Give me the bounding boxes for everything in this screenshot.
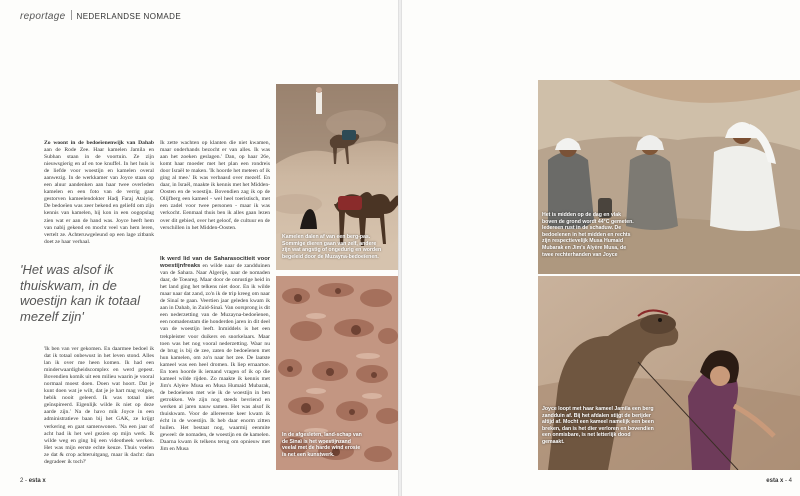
- right-footer: esta x - 4: [766, 478, 792, 484]
- photo-bedouins-resting: [538, 80, 800, 274]
- article-column-1: [44, 140, 154, 246]
- photo-caption-caravan: Kamelen dalen af van een berg-pas. Sommige dieren gaan van zelf, andere zijn wat angstig of ongedurig en worden begeleid door de Muzayna-bedoeïenen.: [282, 234, 382, 260]
- photo-caption-joyce: Joyce loopt met haar kameel Jamila een berg zandduin af. Bij het afdalen stijgt de berijder altijd af. Mocht een kameel namelijk een been breken, dan is het dier verloren en bovendien een onmisbare, is net letterlijk dood gemaakt.: [542, 406, 654, 445]
- subsection-name: NEDERLANDSE NOMADE: [76, 12, 182, 21]
- article-subhead: Ik werd lid van de Saharasocitieit voor woestijnfreaks: [160, 256, 270, 270]
- article-col2b-text: en wilde naar de zandduinen van de Sahara. Naar Algerije, naar de nomaden daar, de Toeareg. Maar door de onrustige heid in het land ging het telkens niet door. En ik wilde maar naar dat zand, zo'n ik de trip kreeg om naar de Sinaï te gaan. Veertien jaar geleden kwam ik aan in Dahab, in Zuid-Sinaï. Van oorsprong is dit een nederzetting van de Muzayna-bedoeïenen, een nomadenstam die honderden jaren in dit deel van de woestijn leeft. Inmiddels is het een trekpleister voor duikers en snorkelaars. Maar toen was het nog vooral nederzetting. Waar nu de brug is bij de zee, zaten de bedoeïenen met hun kamelen, om zo'n naar het zee. De laatste kameel was een heel dromen. Ik liep ernaartoe. En toen hoorde ik iemand vragen of ik op die kameel wilde rijden. Zo maakte ik kennis met Jim's Alyère Musa en Musa Humaid Mubarak, de bedoeïenen met wie ik de woestijn in ben getrokken. We zijn nog steeds bevriend en werken al jaren nauw samen. Het was alsof ik thuiskwam. Voor de allereerste keer kwam ik écht in de woestijn. Ik heb daar enorm zitten huilen. Het bestaat nog, waarmij eenmite geweel: de nomaden, de woestijn en de kamelen. Daarna kwam ik telkens terug om opnieuw met Jim en Musa: [160, 263, 270, 453]
- left-page: [0, 0, 398, 496]
- article-col1b-text: 'Ik ben van ver gekomen. En daarmee bedoel ik dat ik totaal onbewust in het leven stond. Alles lan ik over me heen komen. Ik had een minderwaardigheidscomplex en werd gepest. Bovendien komik uit een milieu waarin je vooral normaal moest doen. Doen wat hoort. Dat je kunt doen wat je wilt, dat je je hart mag volgen, hebik nooit geleerd. Ik was totaal niet geïnspireerd. Eigenlijk wilde ik niet op deze aarde zijn.' Na de havo mik Joyce in een administratieve baan bij het GAK, ze krijgt verkering en gaat samenwonen. 'Na een jaar of acht had ik het wel gezien op mijn werk. Ik wilde weg en ging bij een videotheek werken. Het was mijn eerste echte keuze. Thuis voelen ze dat & crop achteruitgang, maar ik dacht: dan degradeer ik toch?': [44, 346, 154, 465]
- right-page: [402, 0, 800, 496]
- pull-quote: 'Het was alsof ik thuiskwam, in de woestijn kan ik totaal mezelf zijn': [20, 262, 140, 324]
- article-lead: Zo woont in de bedoeïenenwijk van Dahab: [44, 140, 154, 146]
- section-header: [20, 10, 181, 22]
- photo-caption-bedouins: Het is midden op de dag en vlak boven de grond wordt 44°C gemeten. Iedereen rust in de schaduw. De bedoeïenen in het midden en rechts zijn respectievelijk Musa Humaid Mubarak en Jim's Alyère Musa, de twee rechterhanden van Joyce: [542, 212, 634, 258]
- photo-eroded-rock: [276, 276, 398, 470]
- article-column-2: [160, 140, 270, 232]
- article-column-1b: [44, 346, 154, 466]
- right-magazine-name: esta x: [766, 478, 784, 484]
- article-col1-text: aan de Rode Zee. Haar kamelen Jamila en Subhan staan in de voortuin. Ze zijn nieuwsgierig en af en toe knuffel. In het huis is de liefde voor woestijn en kamelen overal aanwezig. In de werkkamer van Joyce staan op een aluur aandenken aan haar twee overleden kamelen en een foto van de verrig gaar gestorven kameelendokter Hadj Faraj Ataiyiq. De bedoeïen was zeer bekend en geliefd om zijn kennis van kamelen, hij kon in een oogopslag zien wat er aan de hand was. Joyce heeft hem van nabij gekend en mocht veel van hem leren, vertelt ze. Achteruwgeleund op een lage zitbank doet ze haar verhaal.: [44, 147, 154, 245]
- article-col2-text: Ik zette wachten op klanten die niet kwamen, maar onderhands bezocht er van alles. Ik was aan het zoeken geslagen.' Dan, op haar 26e, komt haar moeder met het plan een rondreis door Israël te maken. 'Ik hoorde het meteen of ik ging al mee.' Ik was verbaasd over mezelf. En daar, in Israël, maakte ik kennis met het Midden-Oosten en de woestijn. Bovendien zag ik op de Olijfberg een kameel - wel heel toeristisch, met een zadel voor twee personen - maar ik was verkocht. Eenmaal thuis ben ik alles gaan lezen over dit gebied, over het geloof, de cultuur en de verschillen in het Midden-Oosten.: [160, 140, 270, 231]
- left-magazine-name: esta x: [28, 478, 46, 484]
- header-separator: [71, 10, 72, 20]
- photo-camel-caravan: [276, 84, 398, 270]
- section-name: reportage: [20, 11, 66, 22]
- photo-joyce-camel: [538, 276, 800, 470]
- photo-caption-rock: In de afgesleten, land-schap van de Sinaï is het woestijnzand veelal met de harde wind erosie is net een kunstwerk.: [282, 432, 362, 458]
- right-page-number: 4: [788, 478, 792, 484]
- left-footer: 2 - esta x: [20, 478, 46, 484]
- article-column-2b: [160, 256, 270, 453]
- left-page-number: 2: [20, 478, 24, 484]
